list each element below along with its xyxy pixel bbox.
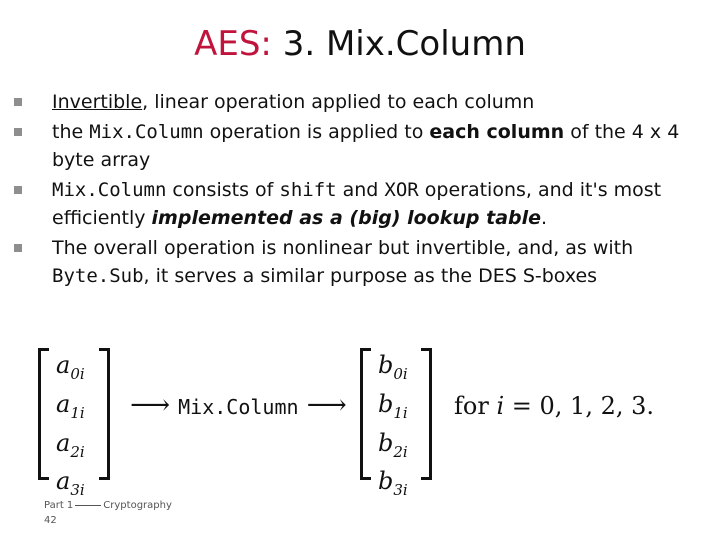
bullet-code: Mix.Column: [52, 179, 167, 201]
title-main: 3. Mix.Column: [282, 24, 526, 64]
input-vector: [38, 348, 110, 500]
bullet-emphasis: each column: [429, 121, 565, 143]
vector-entry: $a_{3i}$: [56, 467, 85, 500]
bullet-item: [14, 176, 694, 232]
for-values: = 0, 1, 2, 3.: [511, 392, 654, 420]
bullet-text: .: [541, 207, 548, 229]
for-clause: [454, 392, 654, 420]
footer-topic: Cryptography: [103, 500, 172, 511]
vector-entry: $a_{0i}$: [56, 351, 85, 383]
bullet-text: of the 4 x 4 byte array: [52, 121, 680, 171]
slide-title: [0, 22, 720, 66]
right-bracket-icon: [99, 348, 110, 480]
bullet-text: Invertible: [52, 91, 143, 113]
bullet-code: Mix.Column: [89, 121, 204, 143]
output-vector: [360, 348, 432, 500]
right-bracket-icon: [421, 348, 432, 480]
mixcolumn-arrow: [130, 390, 347, 423]
slide-footer: [44, 500, 172, 511]
bullet-square-icon: [14, 98, 22, 106]
bullet-square-icon: [14, 244, 22, 252]
bullet-text: operation is applied to: [203, 121, 430, 143]
title-accent: AES:: [194, 24, 272, 64]
bullet-text: , linear operation applied to each column: [142, 91, 535, 113]
bullet-text: The overall operation is nonlinear but invertible, and, as with: [52, 237, 634, 259]
vector-entry: $a_{1i}$: [56, 389, 85, 422]
vector-entry: $b_{3i}$: [378, 467, 408, 500]
bullet-text: consists of: [166, 179, 280, 201]
bullet-text: the: [52, 121, 90, 143]
left-bracket-icon: [360, 348, 371, 480]
bullet-code: XOR: [384, 179, 419, 201]
bullet-item: [14, 234, 694, 290]
footer-divider: [75, 505, 101, 506]
vector-entry: $a_{2i}$: [56, 428, 85, 461]
bullet-code: shift: [279, 179, 337, 201]
bullet-square-icon: [14, 186, 22, 194]
bullet-item: [14, 118, 694, 174]
right-arrow-icon: ⟶: [130, 388, 171, 421]
arrow-label: Mix.Column: [178, 395, 299, 419]
right-arrow-icon: ⟶: [306, 388, 347, 421]
bullet-text: operations, and it's most efficiently: [52, 179, 662, 229]
for-word: for: [454, 392, 489, 420]
bullet-square-icon: [14, 128, 22, 136]
bullet-emphasis: implemented as a (big) lookup table: [151, 207, 542, 229]
bullet-item: [14, 88, 694, 116]
bullet-text: and: [336, 179, 385, 201]
mixcolumn-equation: [38, 340, 678, 500]
vector-entry: $b_{2i}$: [378, 428, 408, 461]
bullet-list: [14, 88, 694, 292]
for-variable: i: [496, 392, 505, 420]
bullet-code: Byte.Sub: [52, 265, 144, 287]
footer-part: Part 1: [44, 500, 74, 511]
left-bracket-icon: [38, 348, 49, 480]
bullet-text: , it serves a similar purpose as the DES S-boxes: [143, 265, 598, 287]
page-number: 42: [44, 515, 57, 526]
vector-entry: $b_{1i}$: [378, 389, 408, 422]
vector-entry: $b_{0i}$: [378, 351, 408, 383]
